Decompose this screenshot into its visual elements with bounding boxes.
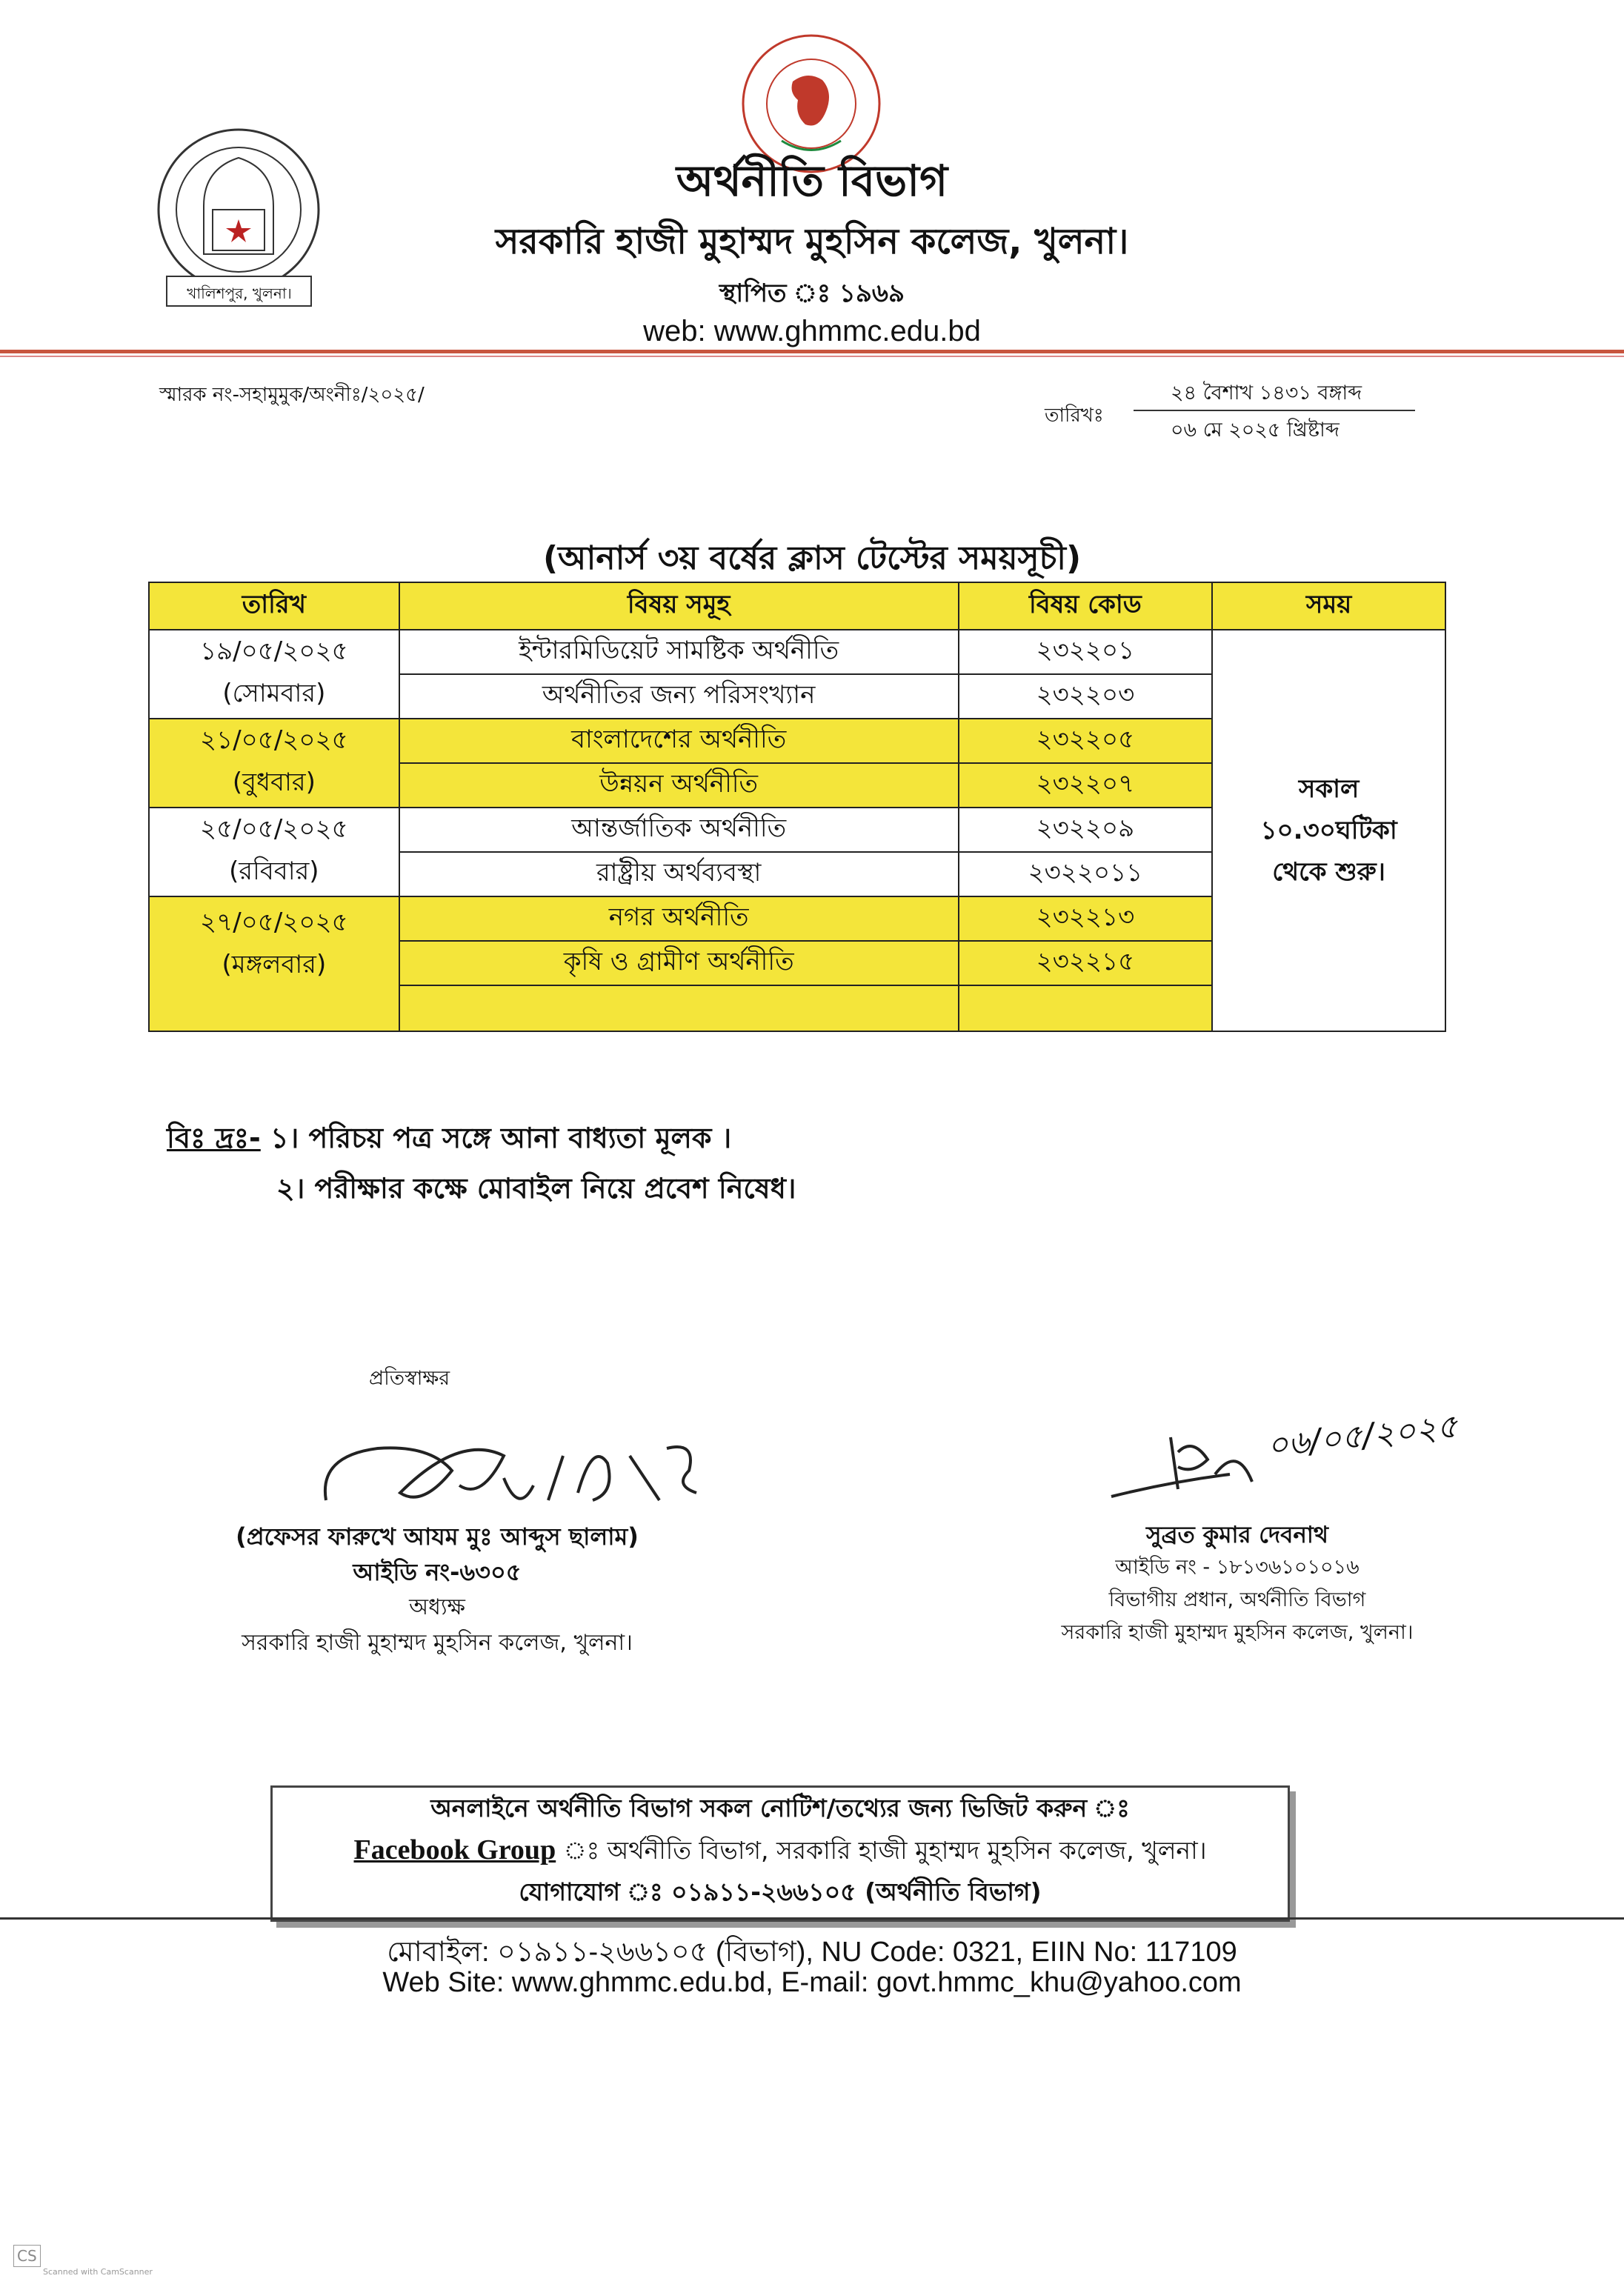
signature-date: ০৬/০৫/২০২৫ xyxy=(1265,1407,1460,1465)
time-line: সকাল xyxy=(1298,774,1360,804)
subject-cell: অর্থনীতির জন্য পরিসংখ্যান xyxy=(399,674,959,719)
subject-cell: উন্নয়ন অর্থনীতি xyxy=(399,763,959,808)
notes-label: বিঃ দ্রঃ- xyxy=(167,1122,261,1154)
info-line: অনলাইনে অর্থনীতি বিভাগ সকল নোটিশ/তথ্যের জন্য ভিজিট করুন ঃ xyxy=(430,1794,1130,1823)
subject-cell: বাংলাদেশের অর্থনীতি xyxy=(399,719,959,763)
established-year: স্থাপিত ঃ ১৯৬৯ xyxy=(719,279,905,308)
schedule-title: (আনার্স ৩য় বর্ষের ক্লাস টেস্টের সময়সূচী) xyxy=(542,539,1082,577)
code-cell: ২৩২২১৫ xyxy=(959,941,1213,985)
code-cell: ২৩২২০৭ xyxy=(959,763,1213,808)
code-cell: ২৩২২০৫ xyxy=(959,719,1213,763)
schedule-table xyxy=(148,582,1446,1032)
footer-rule xyxy=(0,1917,1624,1920)
exam-day: (রবিবার) xyxy=(229,856,319,886)
signatory-designation: অধ্যক্ষ xyxy=(409,1594,465,1620)
code-cell: ২৩২২১৩ xyxy=(959,896,1213,941)
exam-date: ২৭/০৫/২০২৫ xyxy=(200,908,348,937)
note-line xyxy=(167,1113,796,1163)
table-row xyxy=(149,630,1445,674)
exam-date: ১৯/০৫/২০২৫ xyxy=(200,636,348,666)
signatory-left xyxy=(178,1519,696,1661)
date-bangla: ২৪ বৈশাখ ১৪৩১ বঙ্গাব্দ xyxy=(1171,382,1362,405)
subject-cell: আন্তর্জাতিক অর্থনীতি xyxy=(399,808,959,852)
date-divider xyxy=(1134,410,1415,411)
table-header-row xyxy=(149,582,1445,630)
facebook-group-name: ঃ অর্থনীতি বিভাগ, সরকারি হাজী মুহাম্মদ মুহসিন কলেজ, খুলনা। xyxy=(556,1836,1207,1865)
code-cell: ২৩২২০৩ xyxy=(959,674,1213,719)
code-cell: ২৩২২০৯ xyxy=(959,808,1213,852)
time-line: ১০.৩০ঘটিকা xyxy=(1260,816,1397,845)
code-cell: ২৩২২০১ xyxy=(959,630,1213,674)
exam-day: (মঙ্গলবার) xyxy=(222,950,327,979)
camscanner-text: Scanned with CamScanner xyxy=(43,2267,153,2277)
online-info-box xyxy=(270,1785,1290,1922)
signatory-name: (প্রফেসর ফারুখে আযম মুঃ আব্দুস ছালাম) xyxy=(236,1522,639,1551)
logo-caption: খালিশপুর, খুলনা। xyxy=(187,284,292,302)
countersign-label: প্রতিস্বাক্ষর xyxy=(369,1367,450,1390)
signatory-designation: বিভাগীয় প্রধান, অর্থনীতি বিভাগ xyxy=(1108,1588,1366,1611)
exam-date: ২৫/০৫/২০২৫ xyxy=(200,814,348,844)
header-date: তারিখ xyxy=(149,582,399,630)
date-cell xyxy=(149,630,399,719)
date-cell xyxy=(149,719,399,808)
memo-number: স্মারক নং-সহামুমুক/অংনীঃ/২০২৫/ xyxy=(159,384,425,406)
header-subject: বিষয় সমূহ xyxy=(399,582,959,630)
website-link[interactable]: web: www.ghmmc.edu.bd xyxy=(643,315,981,347)
header-rule xyxy=(0,350,1624,353)
code-cell: ২৩২২০১১ xyxy=(959,852,1213,896)
subject-cell: ইন্টারমিডিয়েট সামষ্টিক অর্থনীতি xyxy=(399,630,959,674)
signatory-institution: সরকারি হাজী মুহাম্মদ মুহসিন কলেজ, খুলনা। xyxy=(242,1630,633,1656)
signatory-name: সুব্রত কুমার দেবনাথ xyxy=(1145,1522,1328,1548)
date-cell xyxy=(149,896,399,1031)
exam-day: (বুধবার) xyxy=(232,768,316,797)
notes-section xyxy=(167,1113,796,1214)
subject-cell: নগর অর্থনীতি xyxy=(399,896,959,941)
department-name: অর্থনীতি বিভাগ xyxy=(676,156,948,206)
signatory-id: আইডি নং-৬৩০৫ xyxy=(353,1558,522,1586)
exam-day: (সোমবার) xyxy=(222,679,326,708)
footer-contact: মোবাইল: ০১৯১১-২৬৬১০৫ (বিভাগ), NU Code: 0321, EIIN No: 117109 xyxy=(387,1937,1237,1968)
camscanner-badge: CS xyxy=(13,2245,41,2267)
signature-left xyxy=(311,1411,771,1525)
header-time: সময় xyxy=(1212,582,1445,630)
date-english: ০৬ মে ২০২৫ খ্রিষ্টাব্দ xyxy=(1171,419,1340,442)
date-label: তারিখঃ xyxy=(1045,405,1104,427)
empty-cell xyxy=(959,985,1213,1031)
exam-date: ২১/০৫/২০২৫ xyxy=(200,725,348,755)
facebook-line xyxy=(273,1829,1288,1871)
signatory-id: আইডি নং - ১৮১৩৬১০১০১৬ xyxy=(1115,1556,1360,1579)
header-code: বিষয় কোড xyxy=(959,582,1213,630)
subject-cell: রাষ্ট্রীয় অর্থব্যবস্থা xyxy=(399,852,959,896)
empty-cell xyxy=(399,985,959,1031)
subject-cell: কৃষি ও গ্রামীণ অর্থনীতি xyxy=(399,941,959,985)
note-line xyxy=(167,1163,796,1214)
header-rule-thin xyxy=(0,356,1624,357)
signatory-right xyxy=(1008,1519,1467,1649)
facebook-group-link[interactable]: Facebook Group xyxy=(353,1834,556,1865)
note-item: ১। পরিচয় পত্র সঙ্গে আনা বাধ্যতা মূলক । xyxy=(270,1122,732,1154)
time-cell xyxy=(1212,630,1445,1031)
contact-line: যোগাযোগ ঃ ০১৯১১-২৬৬১০৫ (অর্থনীতি বিভাগ) xyxy=(519,1877,1042,1906)
college-name: সরকারি হাজী মুহাম্মদ মুহসিন কলেজ, খুলনা। xyxy=(495,221,1129,262)
date-cell xyxy=(149,808,399,896)
footer-web-email[interactable]: Web Site: www.ghmmc.edu.bd, E-mail: govt.hmmc_khu@yahoo.com xyxy=(382,1967,1242,1998)
signatory-institution: সরকারি হাজী মুহাম্মদ মুহসিন কলেজ, খুলনা। xyxy=(1061,1621,1414,1644)
time-line: থেকে শুরু। xyxy=(1272,857,1385,887)
note-item: ২। পরীক্ষার কক্ষে মোবাইল নিয়ে প্রবেশ নিষেধ। xyxy=(276,1172,796,1205)
